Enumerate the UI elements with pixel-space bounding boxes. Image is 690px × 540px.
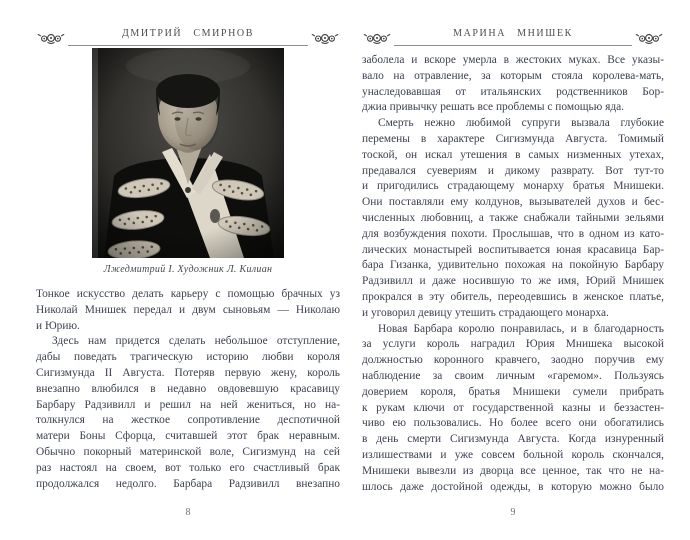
portrait-caption: Лжедмитрий I. Художник Л. Килиан bbox=[103, 264, 273, 275]
paragraph bbox=[36, 287, 340, 334]
text-line: Тонкое искусство делать карьеру с помощью брачных уз bbox=[36, 288, 340, 300]
left-page-header bbox=[36, 26, 340, 46]
paragraph bbox=[362, 116, 664, 321]
left-page-text bbox=[36, 287, 340, 492]
paragraph bbox=[362, 322, 664, 496]
text-line: вало на отравление, за которым стояла королева-мать, bbox=[362, 69, 664, 82]
right-page bbox=[362, 26, 664, 526]
text-line: и пригодились страдающему монарху братья Мнишеки. bbox=[362, 180, 664, 193]
text-line: предавался суевериям и дикому разврату. Вот тут-то bbox=[362, 164, 664, 177]
header-ornament-icon bbox=[36, 30, 66, 46]
header-ornament-icon bbox=[310, 30, 340, 46]
text-line: численных любовниц, а также снабжали тайными зельями bbox=[362, 211, 664, 224]
text-line: для возбуждения похоти. Прослышав, что в одном из като- bbox=[362, 227, 664, 240]
text-line: и уговорил девицу утешить страдающего монарха. bbox=[362, 306, 609, 319]
text-line: раз настоял на своем, вот только его счастливый брак bbox=[36, 461, 340, 474]
left-page bbox=[36, 26, 340, 526]
text-line: за услуги король наградил Юрия Мнишека высокой bbox=[362, 338, 664, 351]
text-line: Обычно покорный материнской воле, Сигизмунд на сей bbox=[36, 445, 340, 458]
text-line: джиа привычку решать все проблемы с помощью яда. bbox=[362, 101, 625, 114]
text-line: шлось даже достойной одежды, в которую можно было bbox=[362, 480, 664, 493]
text-line: Новая Барбара королю понравилась, и в благодарность bbox=[378, 322, 664, 335]
paragraph bbox=[362, 53, 664, 116]
header-ornament-icon bbox=[634, 30, 664, 46]
text-line: толкнулся на жесткое сопротивление деспотичной bbox=[36, 414, 340, 427]
text-line: Барбару Радзивилл и решил на ней жениться, но на- bbox=[36, 398, 340, 411]
right-page-header bbox=[362, 26, 664, 46]
text-line: бара Гизанка, удивительно похожая на покойную Барбару bbox=[362, 259, 664, 272]
text-line: прокрался в эту обитель, переодевшись в женское платье, bbox=[362, 290, 664, 303]
text-line: к рукам ключи от государственной казны и беззастен- bbox=[362, 401, 664, 414]
header-rule bbox=[68, 23, 308, 46]
text-line: и Юрию. bbox=[36, 319, 80, 332]
right-page-text bbox=[362, 53, 664, 495]
page-number-right: 9 bbox=[510, 507, 516, 518]
text-line: Они поставляли ему колдунов, вызывателей духов и бес- bbox=[362, 196, 664, 209]
text-line: Сигизмунда II Августа. Потеряв первую жену, король bbox=[36, 366, 340, 379]
text-line: продолжался недолго. Барбара Радзивилл внезапно bbox=[36, 477, 340, 490]
text-line: излишествами и уже совсем больной король скончался, bbox=[362, 448, 664, 461]
text-line: должностью коронного кравчего, заодно поручив ему bbox=[362, 354, 664, 367]
text-line: внезапно влюбился в недавно овдовевшую красавицу bbox=[36, 382, 340, 395]
header-ornament-icon bbox=[362, 30, 392, 46]
text-line: перемены в характере Сигизмунда Августа. Томимый bbox=[362, 132, 664, 145]
text-line: дабы поведать трагическую историю любви короля bbox=[36, 351, 340, 364]
text-line: чиво ею пользовались. Но более всего они обогатились bbox=[362, 417, 664, 430]
running-head-right: МАРИНА МНИШЕК bbox=[453, 28, 573, 39]
text-line: Здесь нам придется сделать небольшое отступление, bbox=[52, 335, 340, 348]
text-line: Мнишеки вывезли из дворца все ценное, так что не на- bbox=[362, 464, 664, 477]
text-line: лических монастырей воспитывается юная красавица Бар- bbox=[362, 243, 664, 256]
text-line: Николай Мнишек передал и двум сыновьям — Николаю bbox=[36, 303, 340, 316]
text-line: заболела и вскоре умерла в жестоких муках. Все указы- bbox=[362, 54, 664, 66]
running-head-left: ДМИТРИЙ СМИРНОВ bbox=[121, 28, 254, 39]
text-line: наблюдение за своим личным «гаремом». Пользуясь bbox=[362, 369, 664, 382]
paragraph bbox=[36, 334, 340, 492]
portrait-figure bbox=[92, 48, 284, 275]
page-number-left: 8 bbox=[185, 507, 191, 518]
text-line: матери Боны Сфорца, считавшей этот брак неравным. bbox=[36, 430, 340, 443]
text-line: Радзивилл и даже носившую то же имя, Юрий Мнишек bbox=[362, 275, 664, 288]
text-line: в день смерти Сигизмунда Августа. Когда изнуренный bbox=[362, 433, 664, 446]
text-line: тоской, он искал утешения в самых низменных утехах, bbox=[362, 148, 664, 161]
text-line: доверием короля, братья Мнишеки сумели прибрать bbox=[362, 385, 664, 398]
text-line: Смерть нежно любимой супруги вызвала глубокие bbox=[378, 117, 664, 130]
text-line: унаследовавшая от итальянских родственников Бор- bbox=[362, 85, 664, 98]
header-rule bbox=[394, 23, 632, 46]
portrait-image-false-dmitry bbox=[92, 48, 284, 258]
